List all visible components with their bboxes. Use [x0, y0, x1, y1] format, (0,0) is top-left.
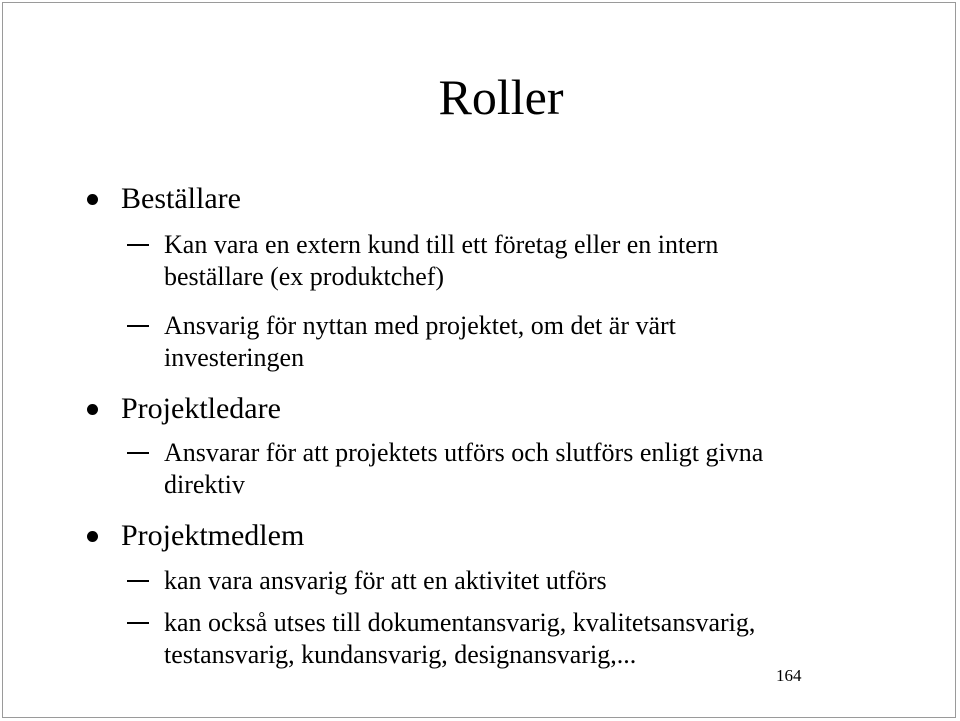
bullet-icon: [87, 531, 98, 542]
sub-item-text: kan också utses till dokumentansvarig, kvalitetsansvarig, testansvarig, kundansvarig, designansvarig,...: [164, 608, 756, 669]
slide-title: [3, 65, 960, 129]
bullet-label: Beställare: [121, 182, 241, 215]
sub-item-text: Kan vara en extern kund till ett företag eller en intern beställare (ex produktchef): [164, 230, 719, 291]
bullet-label: Projektledare: [121, 392, 281, 425]
dash-icon: [127, 622, 149, 624]
slide: [2, 2, 956, 718]
sub-item-text: Ansvarar för att projektets utförs och slutförs enligt givna direktiv: [164, 438, 764, 499]
dash-icon: [127, 580, 149, 582]
bullet-label: Projektmedlem: [121, 519, 305, 552]
sub-item-text: Ansvarig för nyttan med projektet, om det är värt investeringen: [164, 311, 676, 372]
dash-icon: [127, 452, 149, 454]
dash-icon: [127, 325, 149, 327]
slide-title-text: Roller: [438, 69, 564, 125]
dash-icon: [127, 244, 149, 246]
sub-item-text: kan vara ansvarig för att en aktivitet utförs: [164, 566, 607, 595]
bullet-icon: [87, 404, 98, 415]
page-number: 164: [776, 666, 802, 685]
bullet-icon: [87, 194, 98, 205]
